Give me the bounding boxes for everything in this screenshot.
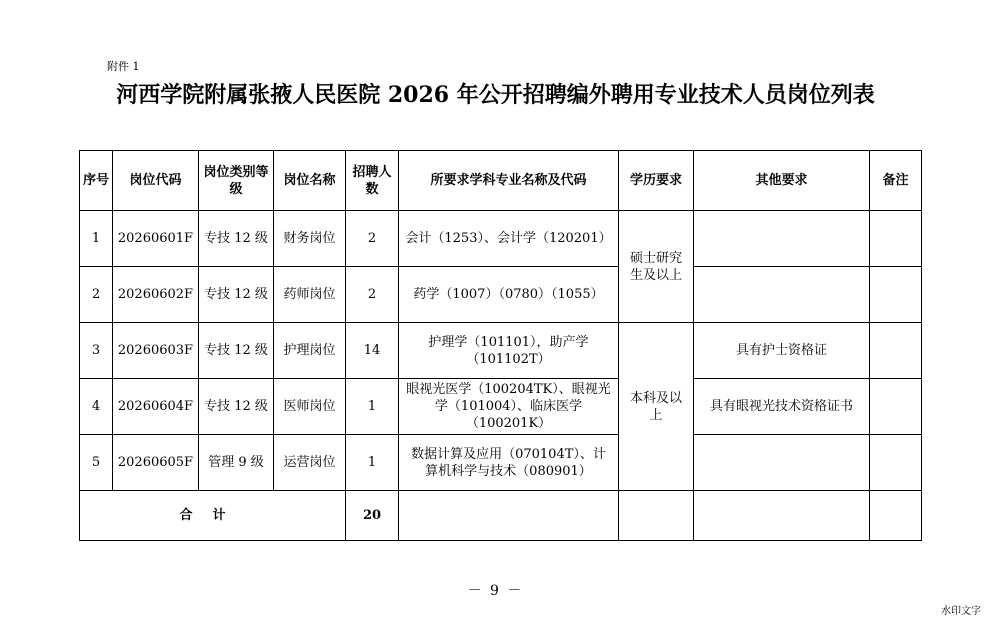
header-category: 岗位类别等级 [199,151,274,211]
cell-remarks [870,323,922,379]
table-row [80,379,922,435]
header-majors: 所要求学科专业名称及代码 [399,151,619,211]
total-label: 合计 [80,491,346,541]
document-title: 河西学院附属张掖人民医院 2026 年公开招聘编外聘用专业技术人员岗位列表 [116,82,875,108]
cell-category: 专技 12 级 [199,211,274,267]
total-row [80,491,922,541]
table-row [80,211,922,267]
cell-seq: 4 [80,379,113,435]
cell-education-bachelor: 本科及以上 [619,323,694,491]
total-count: 20 [346,491,399,541]
cell-count: 14 [346,323,399,379]
header-count: 招聘人数 [346,151,399,211]
attachment-label: 附件 1 [107,60,140,73]
cell-remarks [870,379,922,435]
cell-remarks [870,435,922,491]
header-other: 其他要求 [694,151,870,211]
cell-name: 药师岗位 [274,267,346,323]
cell-count: 2 [346,211,399,267]
cell-code: 20260602F [113,267,199,323]
cell-other [694,211,870,267]
watermark-text: 水印文字 [941,606,981,617]
cell-remarks [870,267,922,323]
cell-name: 护理岗位 [274,323,346,379]
cell-count: 1 [346,435,399,491]
table-header-row [80,151,922,211]
cell-other: 具有护士资格证 [694,323,870,379]
cell-other [694,491,870,541]
cell-other: 具有眼视光技术资格证书 [694,379,870,435]
header-remarks: 备注 [870,151,922,211]
cell-category: 管理 9 级 [199,435,274,491]
cell-count: 1 [346,379,399,435]
table-row [80,435,922,491]
header-seq: 序号 [80,151,113,211]
header-education: 学历要求 [619,151,694,211]
cell-other [694,267,870,323]
cell-code: 20260603F [113,323,199,379]
cell-category: 专技 12 级 [199,323,274,379]
cell-name: 医师岗位 [274,379,346,435]
header-code: 岗位代码 [113,151,199,211]
cell-name: 财务岗位 [274,211,346,267]
cell-seq: 3 [80,323,113,379]
cell-category: 专技 12 级 [199,379,274,435]
cell-education [619,491,694,541]
cell-seq: 5 [80,435,113,491]
cell-education-postgraduate: 硕士研究生及以上 [619,211,694,323]
cell-name: 运营岗位 [274,435,346,491]
cell-category: 专技 12 级 [199,267,274,323]
cell-code: 20260601F [113,211,199,267]
cell-count: 2 [346,267,399,323]
cell-code: 20260605F [113,435,199,491]
cell-code: 20260604F [113,379,199,435]
header-name: 岗位名称 [274,151,346,211]
cell-majors: 数据计算及应用（070104T）、计算机科学与技术（080901） [399,435,619,491]
cell-majors: 眼视光医学（100204TK）、眼视光学（101004）、临床医学（100201K） [399,379,619,435]
table-row [80,267,922,323]
cell-majors: 药学（1007）（0780）（1055） [399,267,619,323]
cell-majors: 会计（1253）、会计学（120201） [399,211,619,267]
cell-seq: 1 [80,211,113,267]
table-row [80,323,922,379]
cell-remarks [870,211,922,267]
cell-majors: 护理学（101101），助产学（101102T） [399,323,619,379]
page-number: － 9 － [467,583,524,599]
cell-remarks [870,491,922,541]
cell-seq: 2 [80,267,113,323]
cell-other [694,435,870,491]
cell-majors [399,491,619,541]
positions-table [79,150,922,541]
